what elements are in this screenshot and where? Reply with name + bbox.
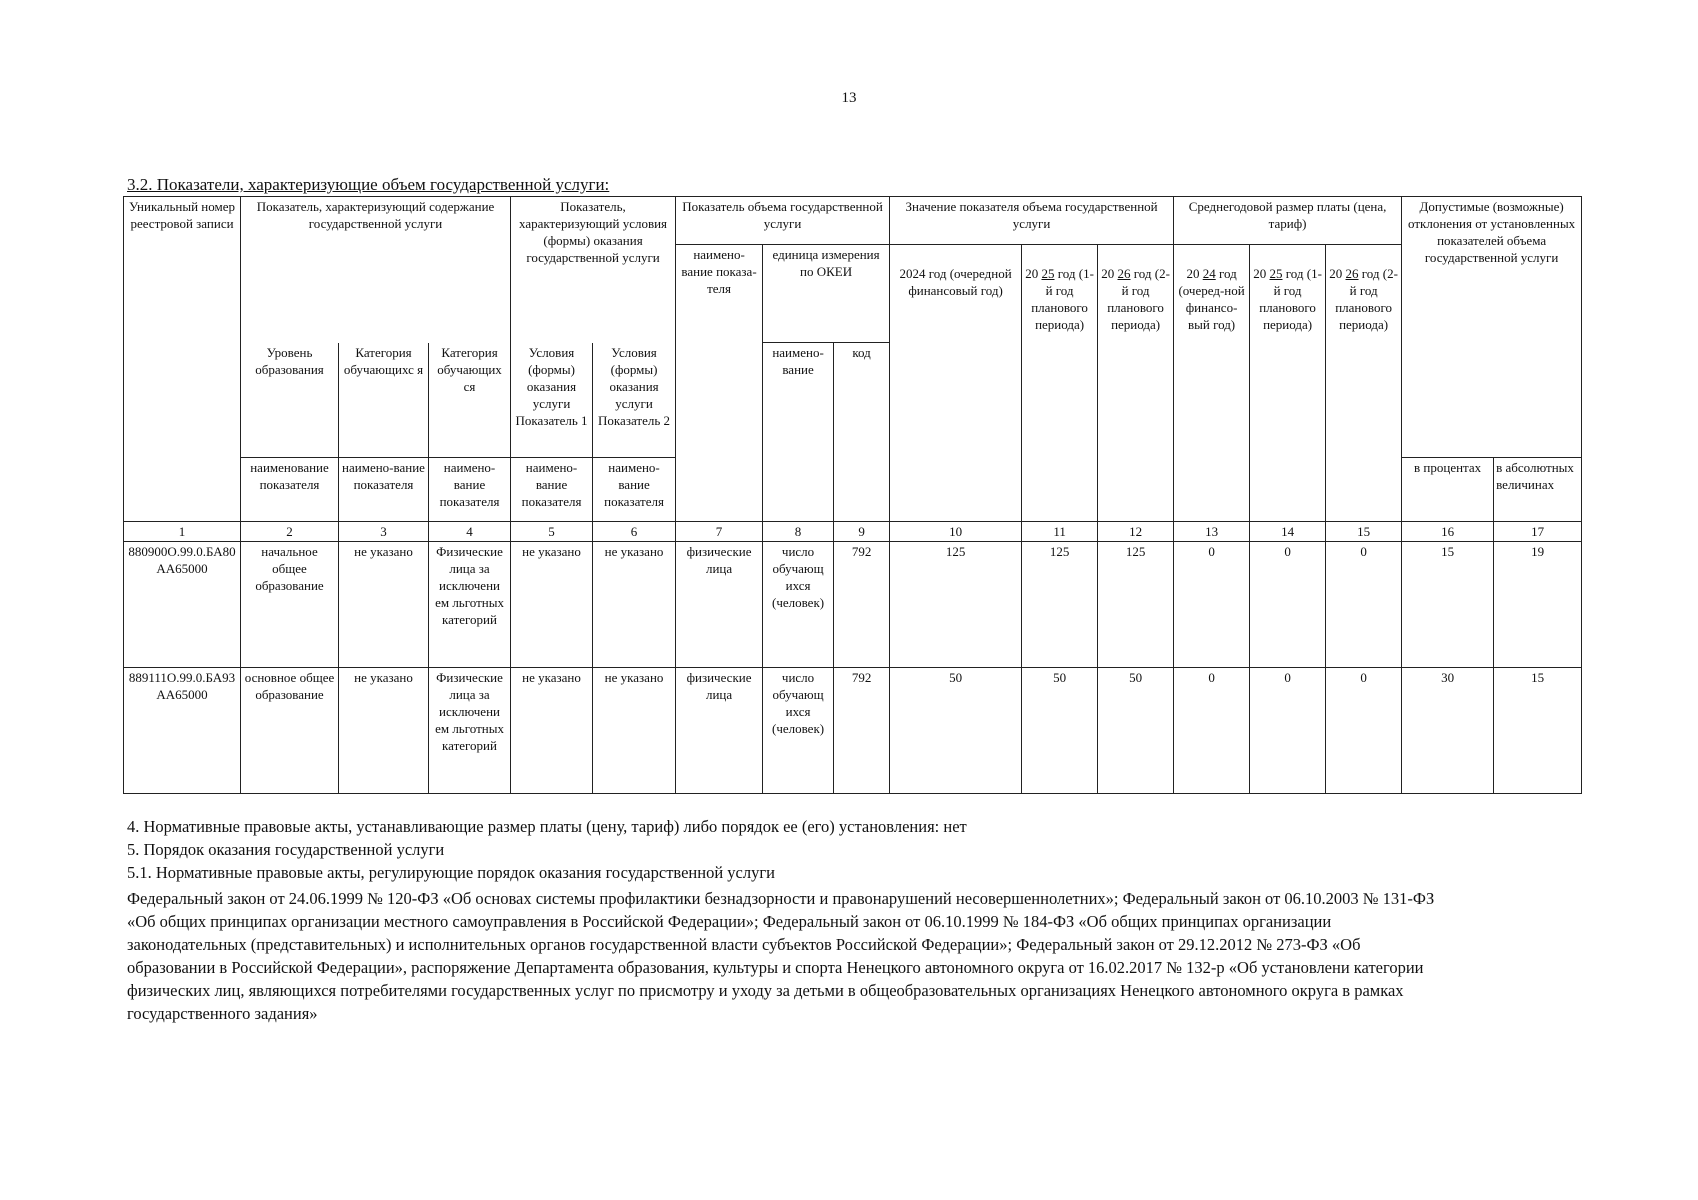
registry-number: 880900О.99.0.БА80АА65000 — [124, 542, 241, 668]
header-volume-indicator: Показатель объема государственной услуги — [676, 197, 890, 245]
header-volume-name: наимено-вание показа-теля — [676, 245, 763, 522]
year-description: год (1-й год планового периода) — [1259, 266, 1322, 332]
deviation-absolute: 19 — [1494, 542, 1582, 668]
header-value-2026 — [1098, 245, 1174, 522]
column-number: 5 — [511, 522, 593, 542]
year-description: год (2-й год планового периода) — [1335, 266, 1398, 332]
header-unit-name: наимено-вание — [763, 343, 834, 522]
header-value-2024: 2024 год (очередной финансовый год) — [890, 245, 1022, 522]
deviation-percent: 15 — [1402, 542, 1494, 668]
year-prefix: 20 — [1186, 266, 1200, 281]
volume-indicator-name: физические лица — [676, 542, 763, 668]
header-deviation-group: Допустимые (возможные) отклонения от установленных показателей объема государственной услуги — [1402, 197, 1582, 458]
column-number: 15 — [1326, 522, 1402, 542]
legal-acts-line: образовании в Российской Федерации», распоряжение Департамента образования, культуры и спорта Ненецкого автономного округа от 16.02.2017 № 132-р «Об установлени категории — [127, 958, 1424, 977]
header-name-indicator-3: наимено-вание показателя — [429, 458, 511, 522]
unit-name: число обучающ ихся (человек) — [763, 542, 834, 668]
service-condition: не указано — [593, 668, 676, 794]
year-suffix: 25 — [1041, 266, 1055, 281]
unit-code: 792 — [834, 668, 890, 794]
year-suffix: 25 — [1269, 266, 1283, 281]
deviation-percent: 30 — [1402, 668, 1494, 794]
header-conditions-indicator: Показатель, характеризующий условия (формы) оказания государственной услуги — [511, 197, 676, 343]
header-unit: единица измерения по ОКЕИ — [763, 245, 890, 343]
student-category: Физические лица за исключени ем льготных категорий — [429, 542, 511, 668]
header-content-indicator: Показатель, характеризующий содержание государственной услуги — [241, 197, 511, 343]
student-category: Физические лица за исключени ем льготных категорий — [429, 668, 511, 794]
paragraph-5: 5. Порядок оказания государственной услуги — [127, 840, 445, 859]
header-condition-2: Условия (формы) оказания услуги Показатель 2 — [593, 343, 676, 458]
header-in-percent: в процентах — [1402, 458, 1494, 522]
education-level: основное общее образование — [241, 668, 339, 794]
value-2024: 125 — [890, 542, 1022, 668]
column-number: 11 — [1022, 522, 1098, 542]
header-fee-group: Среднегодовой размер платы (цена, тариф) — [1174, 197, 1402, 245]
header-condition-1: Условия (формы) оказания услуги Показатель 1 — [511, 343, 593, 458]
fee-2024: 0 — [1174, 668, 1250, 794]
header-category-2: Категория обучающих ся — [429, 343, 511, 458]
column-number: 4 — [429, 522, 511, 542]
fee-2025: 0 — [1250, 542, 1326, 668]
year-description: год (очеред-ной финансо-вый год) — [1178, 266, 1245, 332]
service-condition: не указано — [511, 542, 593, 668]
fee-2026: 0 — [1326, 668, 1402, 794]
header-in-absolute: в абсолютных величинах — [1494, 458, 1582, 522]
fee-2024: 0 — [1174, 542, 1250, 668]
legal-acts-line: физических лиц, являющихся потребителями государственных услуг по присмотру и уходу за детьми в общеобразовательных организациях Ненецкого автономного округа в рамках — [127, 981, 1404, 1000]
column-number: 14 — [1250, 522, 1326, 542]
year-prefix: 20 — [1329, 266, 1343, 281]
column-number: 12 — [1098, 522, 1174, 542]
column-number: 6 — [593, 522, 676, 542]
column-number: 13 — [1174, 522, 1250, 542]
header-name-indicator-2: наимено-вание показателя — [339, 458, 429, 522]
column-number: 7 — [676, 522, 763, 542]
unit-code: 792 — [834, 542, 890, 668]
column-number: 16 — [1402, 522, 1494, 542]
header-level: Уровень образования — [241, 343, 339, 458]
legal-acts-line: государственного задания» — [127, 1004, 318, 1023]
header-value-group: Значение показателя объема государственной услуги — [890, 197, 1174, 245]
volume-indicators-table — [123, 196, 1582, 794]
legal-acts-line: «Об общих принципах организации местного самоуправления в Российской Федерации»; Федеральный закон от 06.10.1999 № 184-ФЗ «Об общих принципах организации — [127, 912, 1332, 931]
year-prefix: 20 — [1101, 266, 1115, 281]
column-number: 10 — [890, 522, 1022, 542]
column-number: 8 — [763, 522, 834, 542]
header-value-2025 — [1022, 245, 1098, 522]
column-number: 2 — [241, 522, 339, 542]
deviation-absolute: 15 — [1494, 668, 1582, 794]
legal-acts-line: Федеральный закон от 24.06.1999 № 120-ФЗ «Об основах системы профилактики безнадзорности и правонарушений несовершеннолетних»; Федеральный закон от 06.10.2003 № 131-ФЗ — [127, 889, 1435, 908]
year-description: год (2-й год планового периода) — [1107, 266, 1170, 332]
year-suffix: 26 — [1345, 266, 1359, 281]
column-number: 3 — [339, 522, 429, 542]
legal-acts-line: законодательных (представительных) и исполнительных органов государственной власти субъектов Российской Федерации»; Федеральный закон от 29.12.2012 № 273-ФЗ «Об — [127, 935, 1361, 954]
value-2026: 50 — [1098, 668, 1174, 794]
service-condition: не указано — [593, 542, 676, 668]
education-level: начальное общее образование — [241, 542, 339, 668]
column-number: 9 — [834, 522, 890, 542]
year-suffix: 26 — [1117, 266, 1131, 281]
header-unit-code: код — [834, 343, 890, 522]
column-number: 17 — [1494, 522, 1582, 542]
header-fee-2025 — [1250, 245, 1326, 522]
year-description: год (1-й год планового периода) — [1031, 266, 1094, 332]
header-fee-2026 — [1326, 245, 1402, 522]
value-2025: 125 — [1022, 542, 1098, 668]
section-title: 3.2. Показатели, характеризующие объем государственной услуги: — [127, 175, 610, 194]
fee-2025: 0 — [1250, 668, 1326, 794]
unit-name: число обучающ ихся (человек) — [763, 668, 834, 794]
column-number-row — [124, 522, 1582, 542]
service-condition: не указано — [511, 668, 593, 794]
year-prefix: 20 — [1025, 266, 1039, 281]
header-name-indicator-1: наименование показателя — [241, 458, 339, 522]
page-number: 13 — [841, 90, 857, 106]
registry-number: 889111О.99.0.БА93АА65000 — [124, 668, 241, 794]
table-row — [124, 542, 1582, 668]
header-name-indicator-4: наимено-вание показателя — [511, 458, 593, 522]
legal-acts-text — [127, 887, 1577, 1025]
header-category-1: Категория обучающихс я — [339, 343, 429, 458]
table-row — [124, 668, 1582, 794]
value-2024: 50 — [890, 668, 1022, 794]
value-2025: 50 — [1022, 668, 1098, 794]
paragraph-4: 4. Нормативные правовые акты, устанавливающие размер платы (цену, тариф) либо порядок ее (его) установления: нет — [127, 817, 967, 836]
student-category: не указано — [339, 668, 429, 794]
year-suffix: 24 — [1202, 266, 1216, 281]
column-number: 1 — [124, 522, 241, 542]
header-unique-number: Уникальный номер реестровой записи — [124, 197, 241, 522]
paragraph-5-1: 5.1. Нормативные правовые акты, регулирующие порядок оказания государственной услуги — [127, 863, 775, 882]
fee-2026: 0 — [1326, 542, 1402, 668]
header-name-indicator-5: наимено-вание показателя — [593, 458, 676, 522]
volume-indicator-name: физические лица — [676, 668, 763, 794]
student-category: не указано — [339, 542, 429, 668]
value-2026: 125 — [1098, 542, 1174, 668]
year-prefix: 20 — [1253, 266, 1267, 281]
header-fee-2024 — [1174, 245, 1250, 522]
